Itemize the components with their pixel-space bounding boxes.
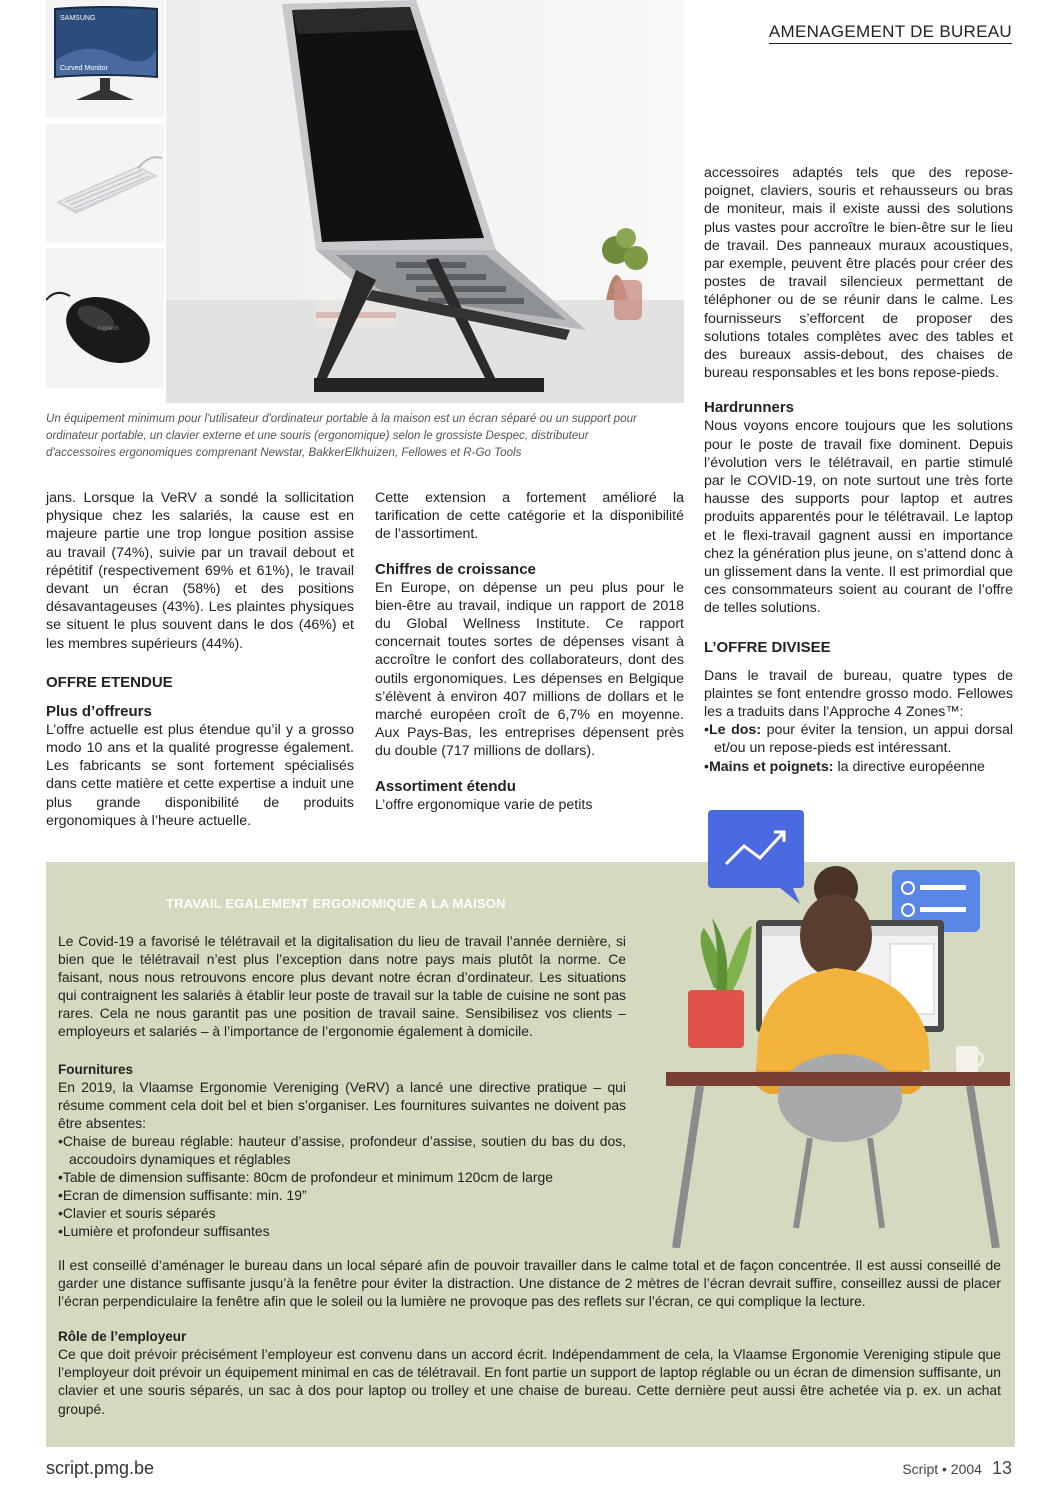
footer-issue <box>902 1458 1012 1479</box>
col2-growth-title: Chiffres de croissance <box>375 560 536 578</box>
box-left-text <box>58 932 626 1240</box>
list-item: •Lumière et profondeur suffisantes <box>58 1223 270 1240</box>
box-intro: Le Covid-19 a favorisé le télétravail et la digitalisation du lieu de travail l’année dernière, si bien que le télétravail n’est plus l’exception dans notre pays mais plutôt la norme. Ce faisant, nous nous retrouvons encore plus devant notre écran d’ordinateur. Les situations qui contraignent les salariés à établir leur poste de travail sur la table de cuisine ne sont pas rares. Cela ne nous garantit pas une position de travail saine. Sensibilisez vos clients – employeurs et salariés – à l’importance de l’ergonomie également à domicile. <box>58 933 626 1040</box>
bullet-text: pour éviter la tension, un appui dorsal et/ou un repose-pieds est intéressant. <box>714 722 1013 757</box>
list-item-text: Table de dimension suffisante: 80cm de profondeur et minimum 120cm de large <box>62 1169 553 1186</box>
image-caption: Un équipement minimum pour l'utilisateur d'ordinateur portable à la maison est un écran séparé ou un support pour ordinateur portable, un clavier externe et une souris (ergonomique) selon le grossiste Despec, distributeur d'accessoires ergonomiques comprenant Newstar, BakkerElkhuizen, Fellowes et R-Go Tools <box>46 412 637 459</box>
list-item: •Clavier et souris séparés <box>58 1205 216 1222</box>
col3-hard-title: Hardrunners <box>704 399 795 417</box>
monitor-image <box>46 0 164 118</box>
woman-at-desk-illustration <box>660 808 1012 1248</box>
column-1 <box>46 489 354 830</box>
box-supplies-text: En 2019, la Vlaamse Ergonomie Vereniging (VeRV) a lancé une directive pratique – qui résume comment cela doit bel et bien s’organiser. Les fournitures suivantes ne doivent pas être absentes: <box>58 1078 626 1131</box>
col3-div-text: Dans le travail de bureau, quatre types de plaintes se font entendre grosso modo. Fellowes les a traduits dans l’Approche 4 Zones™: <box>704 667 1013 721</box>
col1-section-title: OFFRE ETENDUE <box>46 673 173 691</box>
laptop-stand-image <box>166 0 684 403</box>
list-item-text: Chaise de bureau réglable: hauteur d’assise, profondeur d’assise, soutien du bas du dos, accoudoirs dynamiques et réglables <box>62 1132 626 1167</box>
col3-div-title: L’OFFRE DIVISEE <box>704 638 831 656</box>
list-item: •Table de dimension suffisante: 80cm de profondeur et minimum 120cm de large <box>58 1169 553 1186</box>
col2-growth-text: En Europe, on dépense un peu plus pour le bien-être au travail, indique un rapport de 2018 du Global Wellness Institute. Ce rapport concernait toutes sortes de dépenses visant à accroître le confort des collaborateurs, dont des outils ergonomiques. Les dépenses en Belgique s’élèvent à environ 407 millions de dollars et le marché européen croît de 6,7% en moyenne. Aux Pays-Bas, les entreprises dépensent près du double (717 millions de dollars). <box>375 579 684 760</box>
monitor-brand: SAMSUNG <box>60 15 96 22</box>
box-advice: Il est conseillé d’aménager le bureau dans un local séparé afin de pouvoir travailler dans le calme total et de façon concentrée. Il est aussi conseillé de garder une distance suffisante jusqu’à la fenêtre pour éviter la distraction. Une distance de 2 mètres de l’écran devrait suffire, conseillez aussi de placer l’écran perpendiculaire la fenêtre afin que le soleil ou la lumière ne provoque pas des reflets sur l’écran, ce qui complique la lecture. <box>58 1257 1001 1310</box>
box-employer-title: Rôle de l’employeur <box>58 1329 187 1345</box>
list-item: •Mains et poignets: la directive européenne <box>704 758 985 775</box>
bullet-bold: Le dos: <box>708 722 762 739</box>
mouse-image <box>46 248 164 388</box>
monitor-screen-text: Curved Monitor <box>60 65 108 72</box>
mouse-brand: logitech <box>98 326 119 332</box>
section-label: AMENAGEMENT DE BUREAU <box>769 22 1012 44</box>
col1-sub-text: L’offre actuelle est plus étendue qu’il y a grosso modo 10 ans et la qualité progresse également. Les fabricants se sont fortement spécialisés dans cette matière et cette expertise a induit une plus grande disponibilité de produits ergonomiques à l’heure actuelle. <box>46 721 354 829</box>
col2-intro: Cette extension a fortement amélioré la tarification de cette catégorie et la disponibilité de l’assortiment. <box>375 490 684 543</box>
keyboard-image <box>46 124 164 242</box>
col1-intro: jans. Lorsque la VeRV a sondé la sollicitation physique chez les salariés, la cause est en majeure partie une trop longue position assise au travail (74%), suivie par un travail debout et répétitif (respectivement 69% et 61%), le travail devant un écran (58%) et des positions désavantageuses (43%). Les plaintes physiques se situent le plus souvent dans le dos (46%) et les membres supérieurs (44%). <box>46 490 354 652</box>
box-supplies-title: Fournitures <box>58 1061 134 1077</box>
box-supplies-list <box>58 1132 626 1241</box>
column-2 <box>375 489 684 814</box>
list-item-text: Clavier et souris séparés <box>62 1205 216 1222</box>
list-item-text: Ecran de dimension suffisante: min. 19” <box>62 1187 307 1204</box>
col3-bullets <box>704 721 1013 776</box>
col2-range-text: L’offre ergonomique varie de petits <box>375 796 593 813</box>
list-item: •Chaise de bureau réglable: hauteur d’assise, profondeur d’assise, soutien du bas du dos, accoudoirs dynamiques et réglables <box>58 1132 626 1167</box>
list-item: •Le dos: pour éviter la tension, un appui dorsal et/ou un repose-pieds est intéressant. <box>704 722 1013 757</box>
list-item-text: Lumière et profondeur suffisantes <box>62 1223 270 1240</box>
box-bottom-text <box>58 1256 1001 1418</box>
box-employer-text: Ce que doit prévoir précisément l’employeur est convenu dans un accord écrit. Indépendamment de cela, la Vlaamse Ergonomie Vereniging stipule que l’employeur doit prévoir un équipement minimal en cas de télétravail. En font partie un support de laptop réglable ou un écran de dimension suffisante, un clavier et une souris séparés, un sac à dos pour laptop ou trolley et une chaise de bureau. Cette dernière peut aussi être achetée via p. ex. un achat groupé. <box>58 1346 1001 1417</box>
issue-label: Script • 2004 <box>902 1461 982 1477</box>
column-3 <box>704 164 1013 776</box>
bullet-text: la directive européenne <box>833 758 985 775</box>
col3-hard-text: Nous voyons encore toujours que les solutions pour le poste de travail fixe dominent. Depuis l’évolution vers le télétravail, en partie stimulé par le COVID-19, on note surtout une très forte hausse des supports pour laptop et autres produits apparentés pour le télétravail. Le laptop et le flexi-travail gagnent aussi en importance chez la génération plus jeune, on s’attend donc à un glissement dans la vente. Il est primordial que ces consommateurs soient au courant de l’offre de telles solutions. <box>704 418 1013 617</box>
bullet-bold: Mains et poignets: <box>708 758 834 775</box>
list-item: •Ecran de dimension suffisante: min. 19” <box>58 1187 307 1204</box>
col3-intro: accessoires adaptés tels que des repose-poignet, claviers, souris et rehausseurs ou bras de moniteur, mais il existe aussi des solutions plus vastes pour accroître le bien-être sur le lieu de travail. Des panneaux muraux acoustiques, par exemple, peuvent être placés pour créer des postes de travail silencieux permettant de téléphoner ou de se réunir dans le calme. Les fournisseurs s’efforcent de proposer des solutions totales complètes avec des tables et des bureaux assis-debout, des chaises de bureau responsables et les bons repose-pieds. <box>704 165 1013 382</box>
box-title: TRAVAIL EGALEMENT ERGONOMIQUE A LA MAISON <box>166 896 506 911</box>
col2-range-title: Assortiment étendu <box>375 777 516 795</box>
page-number: 13 <box>991 1458 1012 1478</box>
col1-sub-title: Plus d’offreurs <box>46 702 152 720</box>
footer-site[interactable]: script.pmg.be <box>46 1458 155 1478</box>
